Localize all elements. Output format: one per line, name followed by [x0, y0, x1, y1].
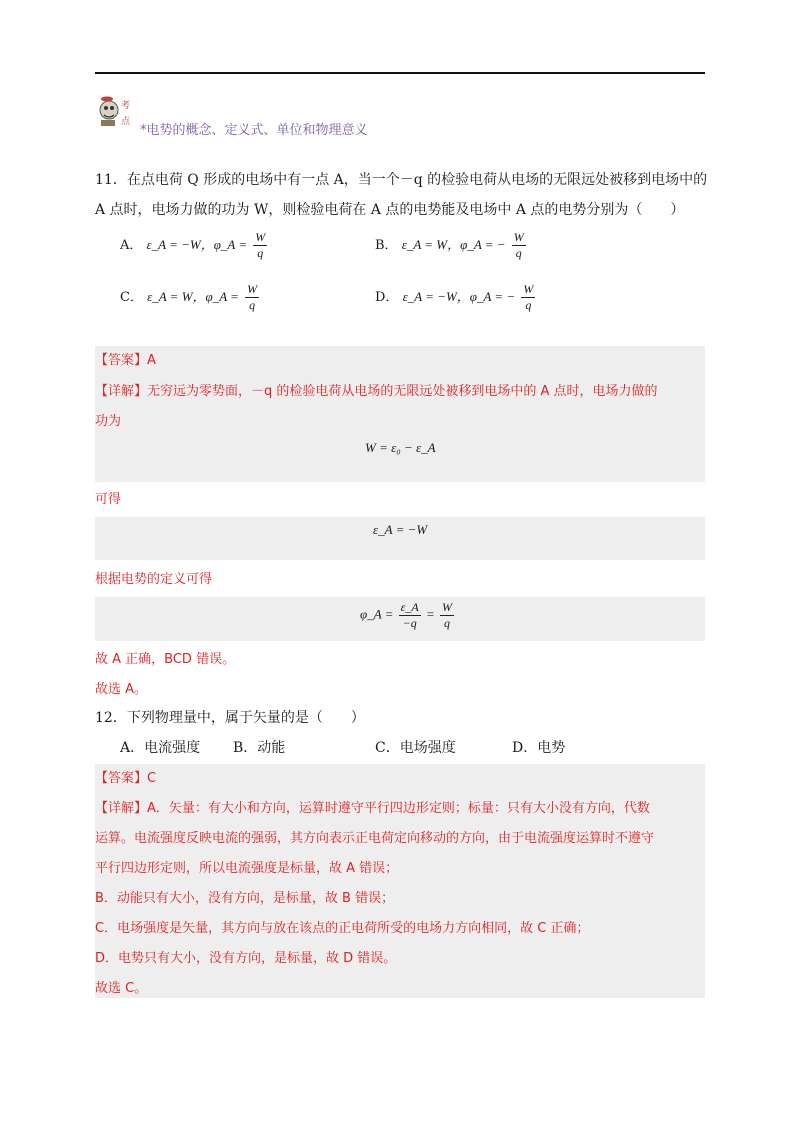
q11-option-b-fraction: $\frac{W}{q}$	[513, 230, 524, 260]
q12-option-a: A．电流强度	[120, 740, 201, 756]
q11-equation-3: φ_A = $\frac{\varepsilon\_A}{-q}$ = $\frac{W}{q}$	[360, 600, 453, 630]
q11-option-d-fraction: $\frac{W}{q}$	[523, 282, 534, 312]
q11-stem-line1: 11．在点电荷 Q 形成的电场中有一点 A，当一个－q 的检验电荷从电场的无限远处被移到电场中的	[95, 172, 708, 188]
q11-equation-1: W = ε₀ − ε_A	[365, 440, 436, 455]
knowledge-point-title: *电势的概念、定义式、单位和物理意义	[140, 123, 368, 138]
q11-option-a-expr: ε_A = −W，φ_A =	[146, 237, 248, 252]
q11-option-c	[120, 282, 261, 313]
q12-choose: 故选 C。	[95, 981, 148, 996]
q11-option-c-fraction: $\frac{W}{q}$	[247, 282, 258, 312]
q11-option-c-label: C．	[120, 290, 143, 305]
q12-option-b: B．动能	[233, 740, 286, 756]
q11-option-b-label: B．	[375, 238, 398, 253]
q11-stem-line2: A 点时，电场力做的功为 W，则检验电荷在 A 点的电势能及电场中 A 点的电势分别为（ ）	[95, 202, 685, 218]
q11-answer: 【答案】A	[95, 353, 156, 368]
q11-option-b	[375, 230, 528, 261]
q11-option-a-fraction: $\frac{W}{q}$	[255, 230, 266, 260]
q11-choose: 故选 A。	[95, 682, 148, 697]
q12-detail-5: C．电场强度是矢量，其方向与放在该点的正电荷所受的电场力方向相同，故 C 正确；	[95, 921, 590, 936]
header-rule	[95, 72, 705, 74]
q11-detail-line2: 功为	[95, 414, 122, 429]
q12-detail-1: 【详解】A．矢量：有大小和方向，运算时遵守平行四边形定则；标量：只有大小没有方向，代数	[95, 801, 650, 816]
q11-option-d	[375, 282, 537, 313]
q11-answer-panel	[95, 346, 705, 482]
q11-option-d-label: D．	[375, 290, 399, 305]
q11-thus1: 可得	[95, 492, 122, 507]
q12-option-c: C．电场强度	[375, 740, 456, 756]
q11-option-d-expr: ε_A = −W，φ_A = −	[402, 289, 516, 304]
q12-answer: 【答案】C	[95, 771, 157, 786]
q11-option-b-expr: ε_A = W，φ_A = −	[401, 237, 506, 252]
q11-equation-2: ε_A = −W	[373, 522, 428, 537]
q11-conclusion: 故 A 正确，BCD 错误。	[95, 652, 236, 667]
q11-option-a	[120, 230, 269, 261]
q12-option-d: D．电势	[512, 740, 566, 756]
q12-detail-6: D．电势只有大小，没有方向，是标量，故 D 错误。	[95, 951, 397, 966]
q12-detail-2: 运算。电流强度反映电流的强弱，其方向表示正电荷定向移动的方向，由于电流强度运算时不遵守	[95, 831, 655, 846]
q12-detail-3: 平行四边形定则，所以电流强度是标量，故 A 错误；	[95, 861, 399, 876]
svg-text:考: 考	[121, 101, 131, 111]
q11-option-a-label: A．	[120, 238, 143, 253]
q11-detail-line1: 【详解】无穷远为零势面，－q 的检验电荷从电场的无限远处被移到电场中的 A 点时，电场力做的	[95, 384, 658, 399]
q12-detail-4: B．动能只有大小，没有方向，是标量，故 B 错误；	[95, 891, 395, 906]
q11-thus2: 根据电势的定义可得	[95, 572, 213, 587]
svg-text:点: 点	[121, 117, 131, 127]
q12-stem: 12．下列物理量中，属于矢量的是（ ）	[95, 710, 365, 726]
q11-option-c-expr: ε_A = W，φ_A =	[147, 289, 239, 304]
knowledge-point-badge-icon	[95, 94, 137, 134]
